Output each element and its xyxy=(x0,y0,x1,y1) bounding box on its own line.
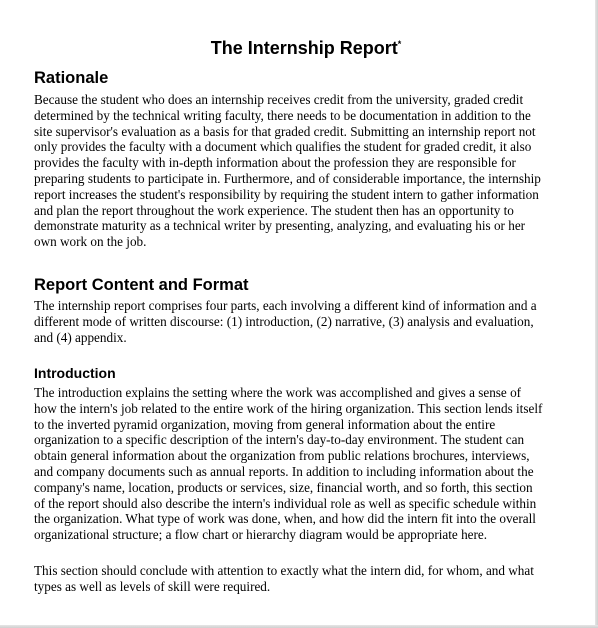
text-line: site supervisor's evaluation as a basis for that graded credit. Submitting an internship report not xyxy=(34,123,536,139)
text-line: to the inverted pyramid organization, moving from general information about the entire xyxy=(34,416,496,432)
text-line: of the report should also describe the intern's individual role as well as specific schedule within xyxy=(34,495,537,511)
text-line: obtain general information about the organization from public relations brochures, interviews, xyxy=(34,448,530,464)
text-line: types as well as levels of skill were required. xyxy=(34,578,271,594)
text-line: organization to a specific description of the intern's day-to-day environment. The student can xyxy=(34,432,525,448)
text-line: company's name, location, products or services, size, financial worth, and so forth, this section xyxy=(34,479,533,495)
introduction-paragraph-2 xyxy=(34,563,574,595)
text-line: The introduction explains the setting where the work was accomplished and gives a sense of xyxy=(34,385,522,400)
footnote-mark: * xyxy=(397,39,402,49)
text-line: determined by the technical writing faculty, there needs to be documentation in addition to the xyxy=(34,107,531,123)
text-line: report increases the student's responsibility by requiring the student intern to gather information xyxy=(34,186,539,202)
introduction-paragraph-1 xyxy=(34,385,574,543)
text-line: and company documents such as annual reports. In addition to including information about the xyxy=(34,463,534,479)
text-line: provides the faculty with in-depth information about the profession they are responsible for xyxy=(34,155,516,171)
document-title xyxy=(0,33,598,59)
text-line: This section should conclude with attention to exactly what the intern did, for whom, and what xyxy=(34,563,534,578)
text-line: how the intern's job related to the entire work of the hiring organization. This section lends itself xyxy=(34,400,543,416)
text-line: Because the student who does an internship receives credit from the university, graded credit xyxy=(34,92,524,107)
rationale-paragraph xyxy=(34,92,574,250)
text-line: different mode of written discourse: (1) introduction, (2) narrative, (3) analysis and evaluation, xyxy=(34,313,534,329)
text-line: The internship report comprises four parts, each involving a different kind of information and a xyxy=(34,298,537,313)
introduction-heading: Introduction xyxy=(34,365,116,381)
text-line: preparing students to participate in. Furthermore, and of considerable importance, the internship xyxy=(34,170,541,186)
rationale-heading: Rationale xyxy=(34,69,109,87)
text-line: own work on the job. xyxy=(34,234,147,250)
text-line: and plan the report throughout the work experience. The student then has an opportunity to xyxy=(34,202,514,218)
document-title-text: The Internship Report xyxy=(210,38,398,58)
report-content-format-heading: Report Content and Format xyxy=(34,276,249,294)
text-line: organizational structure; a flow chart or hierarchy diagram would be appropriate here. xyxy=(34,527,488,543)
text-line: demonstrate maturity as a technical writer by presenting, analyzing, and evaluating his or her xyxy=(34,218,526,234)
report-content-format-paragraph xyxy=(34,298,574,345)
text-line: only provides the faculty with a document which qualifies the student for graded credit, it also xyxy=(34,139,532,155)
text-line: the organization. What type of work was done, when, and how did the intern fit into the overall xyxy=(34,511,536,527)
text-line: and (4) appendix. xyxy=(34,329,127,345)
